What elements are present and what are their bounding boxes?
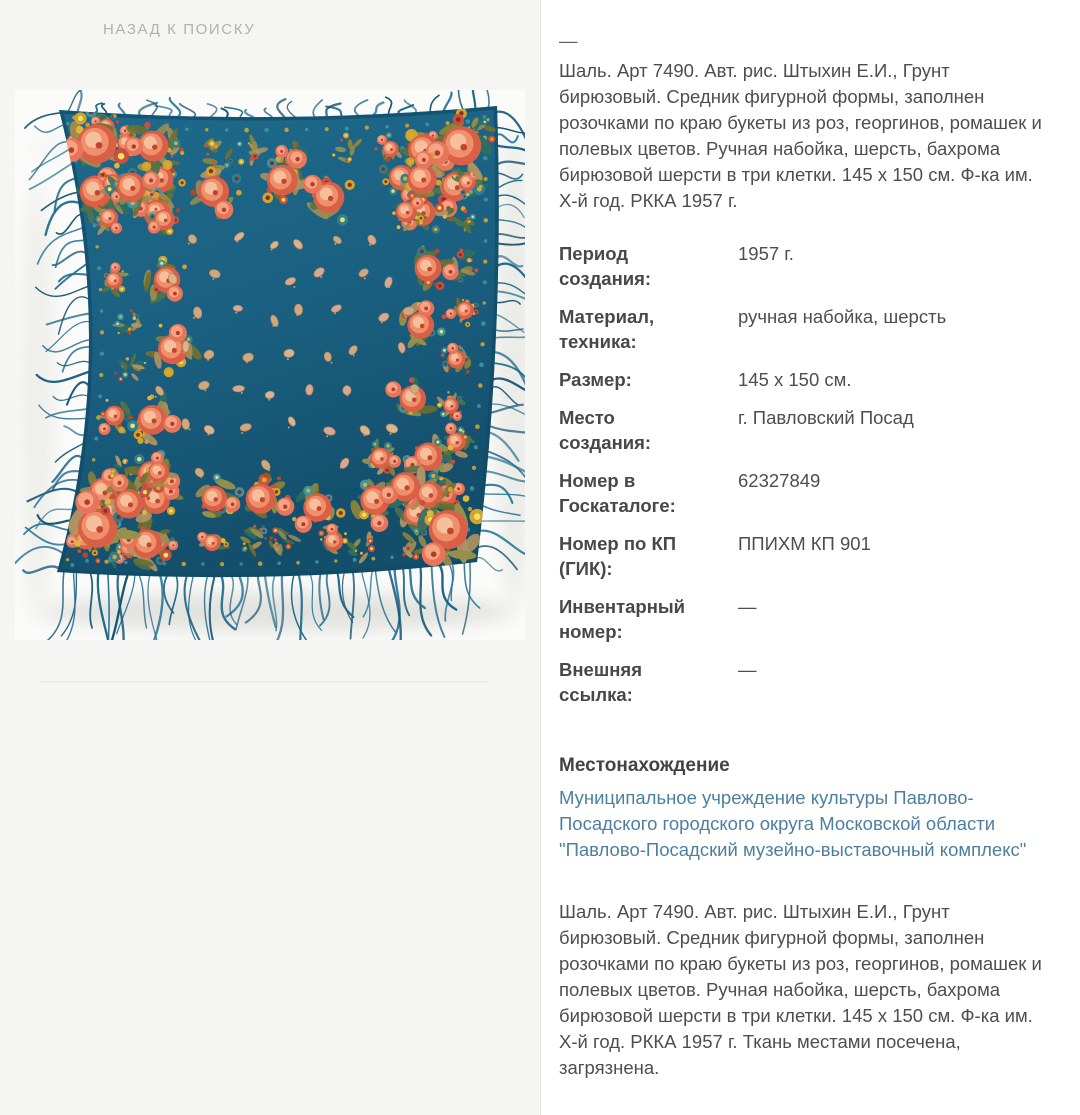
property-row [559,468,1052,518]
museum-link[interactable]: Муниципальное учреждение культуры Павлово-Посадского городского округа Московской области "Павлово-Посадский музейно-выставочный комплекс" [559,787,1027,860]
property-value: — [738,659,757,680]
left-divider [40,681,488,683]
property-value: 145 х 150 см. [738,369,852,390]
details-panel [540,0,1080,1115]
item-number-dash: — [559,30,578,51]
properties-list [559,241,1052,707]
property-value: ручная набойка, шерсть [738,306,947,327]
property-value: ППИХМ КП 901 [738,533,871,554]
item-full-description: Шаль. Арт 7490. Авт. рис. Штыхин Е.И., Грунт бирюзовый. Средник фигурной формы, заполнен розочками по краю букеты из роз, георгинов, ромашек и полевых цветов. Ручная набойка, шерсть, бахрома бирюзовой шерсти в три клетки. 145 х 150 см. Ф-ка им. Х-й год. РККА 1957 г. Ткань местами посечена, загрязнена. [559,901,1042,1078]
back-to-search-link[interactable]: НАЗАД К ПОИСКУ [103,21,256,38]
artifact-photo[interactable] [15,90,525,640]
property-row [559,531,1052,581]
property-row [559,304,1052,354]
shawl-image [15,90,525,640]
location-section-title: Местонахождение [559,755,730,776]
property-label: Инвентарный номер: [559,596,686,642]
property-label: Материал, техника: [559,306,655,352]
item-description: Шаль. Арт 7490. Авт. рис. Штыхин Е.И., Грунт бирюзовый. Средник фигурной формы, заполнен розочками по краю букеты из роз, георгинов, ромашек и полевых цветов. Ручная набойка, шерсть, бахрома бирюзовой шерсти в три клетки. 145 х 150 см. Ф-ка им. Х-й год. РККА 1957 г. [559,60,1042,211]
property-label: Место создания: [559,407,652,453]
property-row [559,594,1052,644]
property-label: Период создания: [559,243,652,289]
property-label: Внешняя ссылка: [559,659,643,705]
property-row [559,367,1052,392]
property-label: Номер в Госкаталоге: [559,470,676,516]
property-value: — [738,596,757,617]
property-value: г. Павловский Посад [738,407,914,428]
property-row [559,405,1052,455]
property-value: 1957 г. [738,243,794,264]
property-row [559,657,1052,707]
property-label: Номер по КП (ГИК): [559,533,677,579]
property-value: 62327849 [738,470,821,491]
property-label: Размер: [559,369,632,390]
property-row [559,241,1052,291]
